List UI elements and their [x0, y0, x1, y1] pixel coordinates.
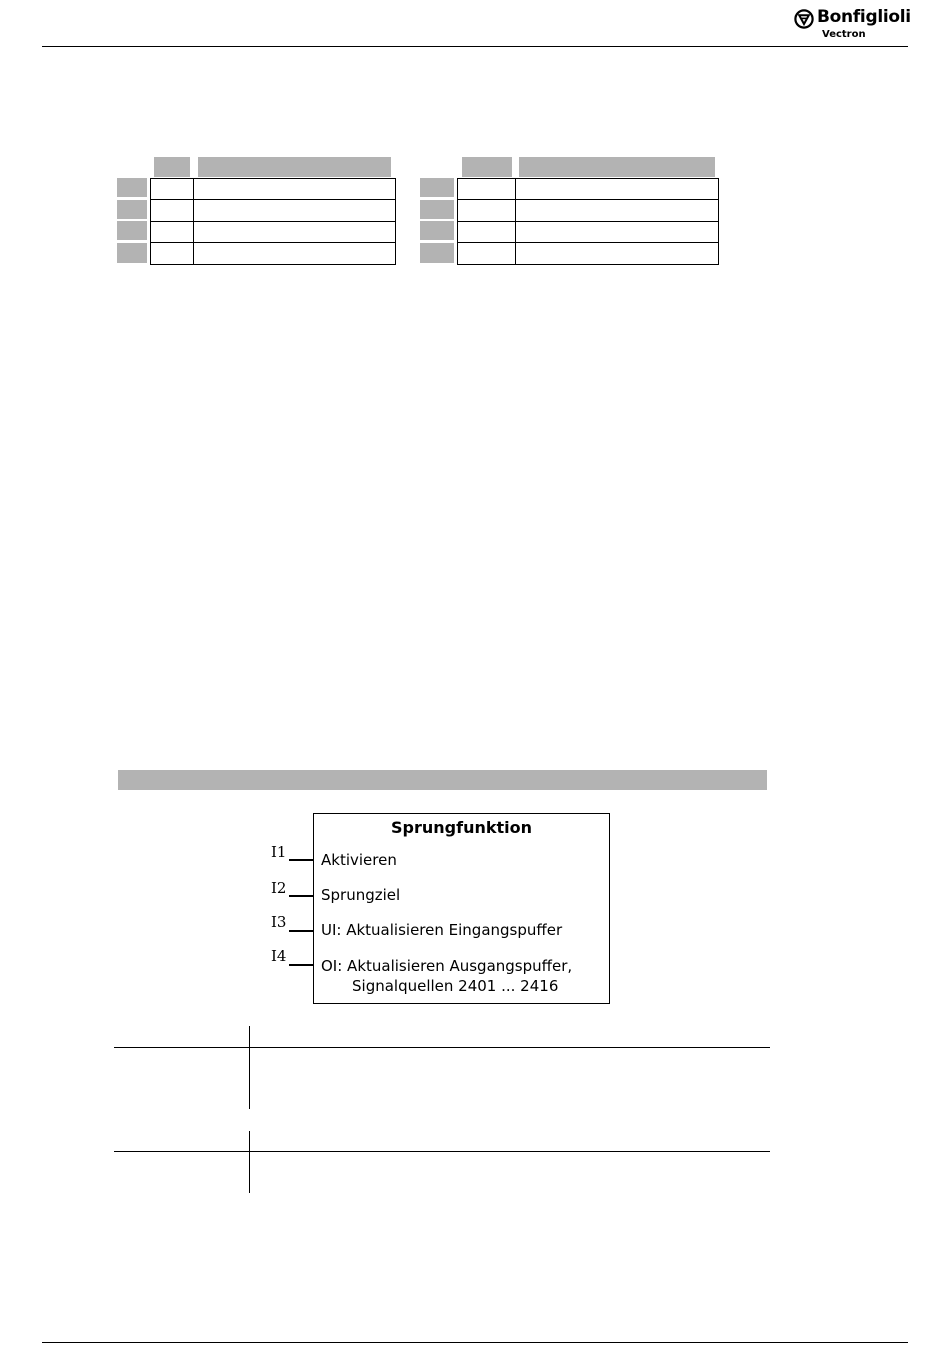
table-header-cell — [519, 157, 715, 177]
input-pin-i2: I2 — [271, 879, 287, 897]
table-header-cell — [154, 157, 190, 177]
table-row-header — [420, 200, 454, 219]
brand-subname: Vectron — [822, 29, 866, 40]
function-block-title: Sprungfunktion — [391, 818, 532, 837]
input-pin-line — [289, 964, 313, 966]
table-header-cell — [462, 157, 512, 177]
input-label-update-output-buffer: OI: Aktualisieren Ausgangspuffer, — [321, 957, 573, 975]
function-block — [313, 813, 610, 1004]
input-pin-i1: I1 — [271, 843, 287, 861]
input-pin-line — [289, 895, 313, 897]
footer-rule — [42, 1342, 908, 1343]
input-label-jump-target: Sprungziel — [321, 886, 401, 904]
table-row-header — [420, 243, 454, 263]
parameter-table-left — [117, 157, 397, 267]
input-label-signal-sources: Signalquellen 2401 ... 2416 — [352, 977, 559, 995]
input-pin-line — [289, 859, 313, 861]
table-row-header — [420, 178, 454, 197]
input-pin-i4: I4 — [271, 947, 287, 965]
table-body — [457, 178, 719, 265]
description-grid-divider — [249, 1131, 250, 1193]
table-row-header — [117, 243, 147, 263]
brand-logo — [794, 8, 912, 44]
input-label-update-input-buffer: UI: Aktualisieren Eingangspuffer — [321, 921, 563, 939]
section-header-bar — [118, 770, 767, 790]
description-grid-divider — [249, 1026, 250, 1109]
table-row-header — [117, 178, 147, 197]
table-header-cell — [198, 157, 391, 177]
table-row-header — [117, 221, 147, 240]
bonfiglioli-logo-icon — [794, 9, 814, 29]
parameter-table-right — [420, 157, 720, 267]
input-label-activate: Aktivieren — [321, 851, 397, 869]
table-row-header — [117, 200, 147, 219]
table-body — [150, 178, 396, 265]
description-grid-rule — [114, 1047, 770, 1048]
brand-name: Bonfiglioli — [817, 7, 911, 27]
table-row-header — [420, 221, 454, 240]
header-rule — [42, 46, 908, 47]
input-pin-line — [289, 930, 313, 932]
input-pin-i3: I3 — [271, 913, 287, 931]
description-grid-rule — [114, 1151, 770, 1152]
